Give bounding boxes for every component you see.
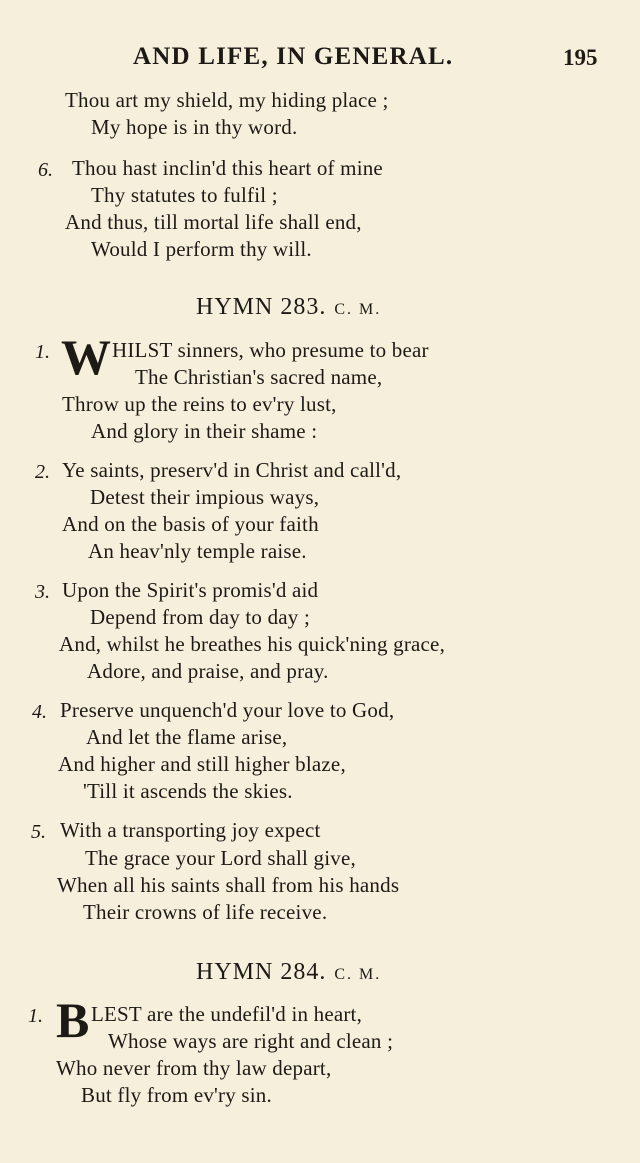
verse-line: Detest their impious ways, bbox=[90, 485, 320, 509]
verse-line: The Christian's sacred name, bbox=[135, 365, 383, 389]
verse-line: Adore, and praise, and pray. bbox=[87, 659, 329, 683]
verse-line: Who never from thy law depart, bbox=[56, 1056, 332, 1080]
verse-line: Upon the Spirit's promis'd aid bbox=[62, 578, 319, 602]
verse-line: When all his saints shall from his hands bbox=[57, 873, 400, 897]
verse-line: And on the basis of your faith bbox=[62, 512, 319, 536]
verse-line: Thy statutes to fulfil ; bbox=[91, 183, 278, 207]
verse-line: And higher and still higher blaze, bbox=[58, 752, 346, 776]
continuation-line: My hope is in thy word. bbox=[91, 115, 298, 139]
verse-line: Would I perform thy will. bbox=[91, 237, 312, 261]
hymn-meter: C. M. bbox=[334, 966, 382, 983]
verse-line: And, whilst he breathes his quick'ning grace, bbox=[59, 632, 446, 656]
verse-number: 6. bbox=[38, 159, 53, 181]
hymn-heading bbox=[196, 295, 381, 319]
verse-number: 1. bbox=[28, 1005, 43, 1027]
drop-cap: W bbox=[61, 329, 111, 385]
verse-number: 4. bbox=[32, 701, 47, 723]
verse-line: 'Till it ascends the skies. bbox=[83, 779, 293, 803]
verse-line: LEST are the undefil'd in heart, bbox=[91, 1002, 363, 1026]
verse-number: 5. bbox=[31, 821, 46, 843]
verse-line: An heav'nly temple raise. bbox=[88, 539, 307, 563]
verse-number: 1. bbox=[35, 341, 50, 363]
verse-line: Ye saints, preserv'd in Christ and call'd, bbox=[62, 458, 402, 482]
hymn-title: HYMN 283. bbox=[196, 294, 327, 320]
verse-line: And glory in their shame : bbox=[91, 419, 318, 443]
verse-line: Their crowns of life receive. bbox=[83, 900, 328, 924]
continuation-line: Thou art my shield, my hiding place ; bbox=[65, 88, 389, 112]
verse-line: And let the flame arise, bbox=[86, 725, 288, 749]
verse-line: The grace your Lord shall give, bbox=[85, 846, 356, 870]
verse-number: 2. bbox=[35, 461, 50, 483]
verse-line: HILST sinners, who presume to bear bbox=[112, 338, 429, 362]
verse-line: Throw up the reins to ev'ry lust, bbox=[62, 392, 337, 416]
hymn-title: HYMN 284. bbox=[196, 959, 327, 985]
verse-line: Depend from day to day ; bbox=[90, 605, 310, 629]
verse-line: But fly from ev'ry sin. bbox=[81, 1083, 272, 1107]
verse-line: And thus, till mortal life shall end, bbox=[65, 210, 362, 234]
drop-cap: B bbox=[56, 992, 90, 1048]
verse-line: With a transporting joy expect bbox=[60, 818, 321, 842]
page-number: 195 bbox=[563, 45, 598, 70]
verse-line: Preserve unquench'd your love to God, bbox=[60, 698, 395, 722]
running-header-title: AND LIFE, IN GENERAL. bbox=[133, 43, 454, 70]
hymn-meter: C. M. bbox=[334, 301, 382, 318]
verse-line: Whose ways are right and clean ; bbox=[108, 1029, 394, 1053]
hymn-heading bbox=[196, 960, 381, 984]
verse-number: 3. bbox=[35, 581, 50, 603]
verse-line: Thou hast inclin'd this heart of mine bbox=[72, 156, 383, 180]
